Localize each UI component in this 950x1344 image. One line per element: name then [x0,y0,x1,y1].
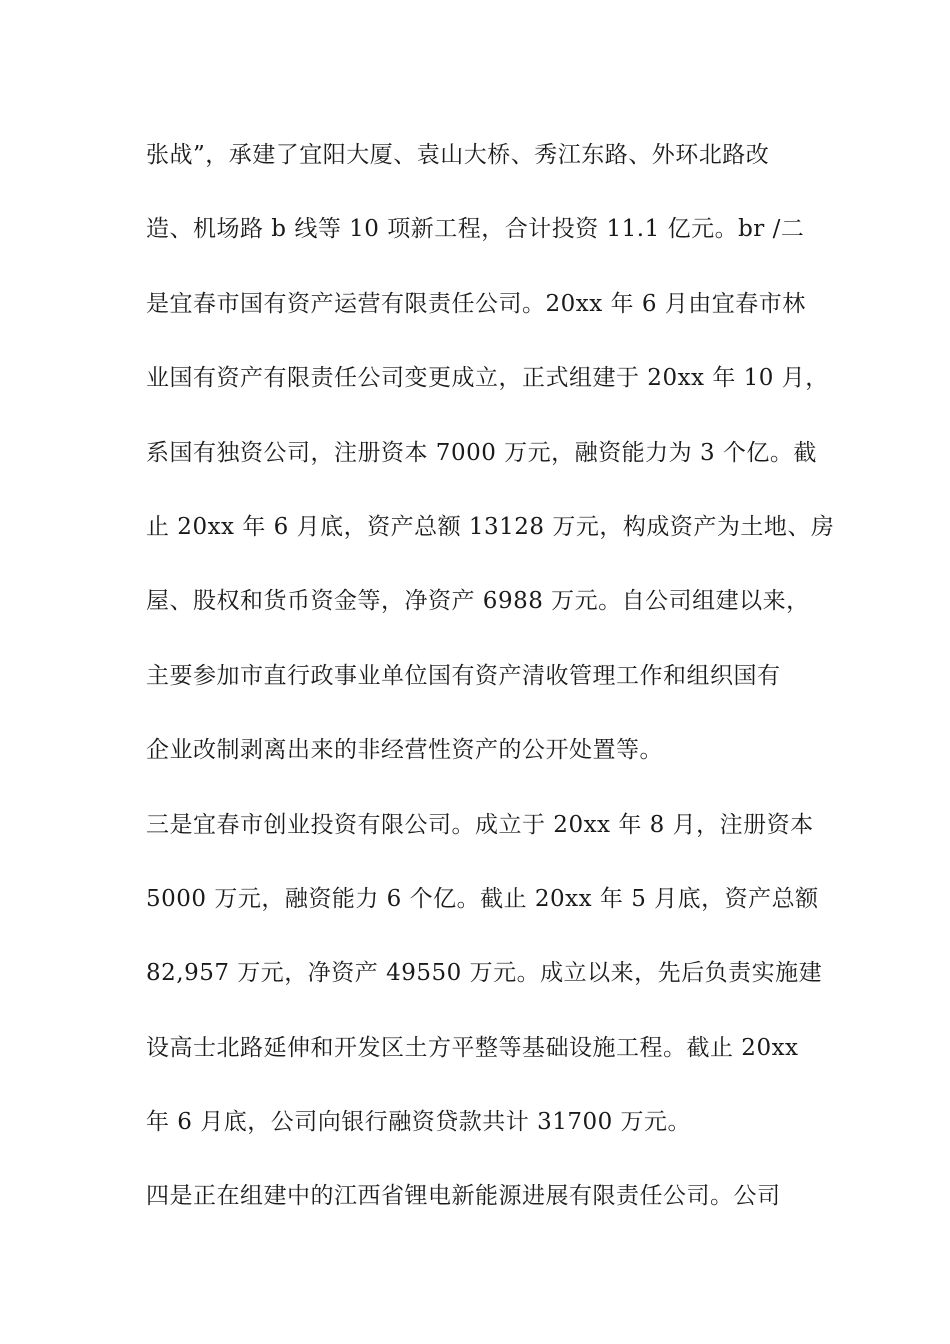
text-line-3: 是宜春市国有资产运营有限责任公司。20xx 年 6 月由宜春市林 [146,290,806,317]
text-line-14: 年 6 月底，公司向银行融资贷款共计 31700 万元。 [146,1109,692,1136]
text-line-5: 系国有独资公司，注册资本 7000 万元，融资能力为 3 个亿。截 [146,439,817,466]
text-line-4: 业国有资产有限责任公司变更成立，正式组建于 20xx 年 10 月， [146,365,829,392]
text-line-9: 企业改制剥离出来的非经营性资产的公开处置等。 [146,737,663,764]
text-line-13: 设高士北路延伸和开发区土方平整等基础设施工程。截止 20xx [146,1034,799,1061]
text-line-10: 三是宜春市创业投资有限公司。成立于 20xx 年 8 月，注册资本 [146,811,814,838]
text-line-6: 止 20xx 年 6 月底，资产总额 13128 万元，构成资产为土地、房 [146,513,835,540]
text-line-12: 82,957 万元，净资产 49550 万元。成立以来，先后负责实施建 [146,960,823,987]
text-line-1: 张战”，承建了宜阳大厦、袁山大桥、秀江东路、外环北路改 [146,142,770,168]
text-line-7: 屋、股权和货币资金等，净资产 6988 万元。自公司组建以来， [146,588,810,615]
text-line-8: 主要参加市直行政事业单位国有资产清收管理工作和组织国有 [146,662,781,689]
text-line-11: 5000 万元，融资能力 6 个亿。截止 20xx 年 5 月底，资产总额 [146,885,819,912]
text-line-2: 造、机场路 b 线等 10 项新工程，合计投资 11.1 亿元。br /二 [146,216,805,243]
text-line-15: 四是正在组建中的江西省锂电新能源进展有限责任公司。公司 [146,1183,781,1210]
body-text [146,130,835,1246]
